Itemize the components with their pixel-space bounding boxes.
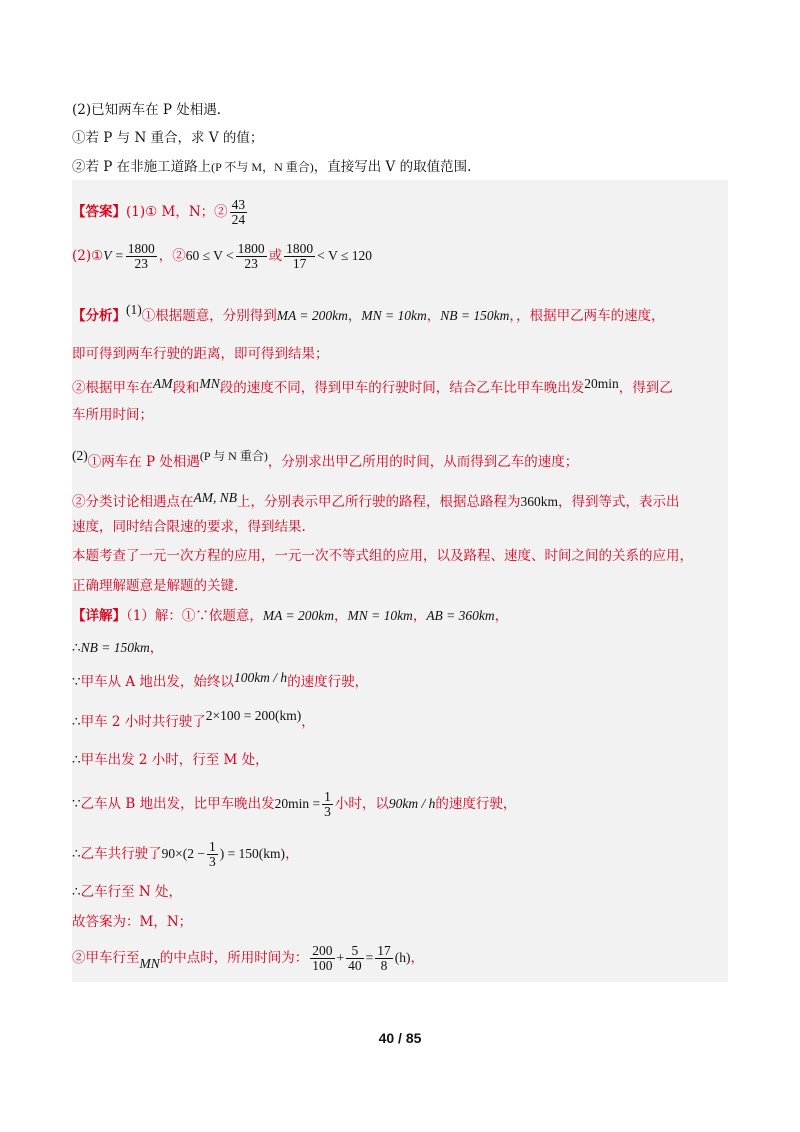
- analysis-line-2: 即可得到两车行驶的距离，即可得到结果；: [72, 346, 329, 362]
- fraction-1-3: $\frac{1}{3}$: [324, 789, 331, 819]
- page-number: 40 / 85: [378, 1030, 422, 1046]
- detail-line-4: ∴甲车 2 小时共行驶了2×100 = 200(km)，: [72, 708, 315, 730]
- analysis-line-8: 本题考查了一元一次方程的应用，一元一次不等式组的应用，以及路程、速度、时间之间的关系的应用，: [72, 548, 693, 564]
- question-part2: (2)已知两车在 P 处相遇.: [72, 102, 222, 118]
- question-sub1: ①若 P 与 N 重合，求 V 的值；: [72, 130, 264, 146]
- detail-line-10: ②甲车行至MN的中点时，所用时间为： $\frac{200}{100}$ + $\frac{5}{40}$ = $\frac{17}{8}$ (h)，: [72, 943, 424, 973]
- analysis-line-7: 速度，同时结合限速的要求，得到结果.: [72, 519, 306, 535]
- analysis-line-3: ②根据甲车在AM段和MN段的速度不同，得到甲车的行驶时间，结合乙车比甲车晚出发20min，得到乙: [72, 376, 673, 396]
- fraction-1-3-b: $\frac{1}{3}$: [208, 839, 216, 869]
- fraction-1800-23: $\frac{1800}{23}$: [127, 241, 155, 271]
- answer-line-2: (2)①V = $\frac{1800}{23}$ ，②60 ≤ V < $\frac{1800}{23}$ 或 $\frac{1800}{17}$ < V ≤ 120: [72, 241, 373, 271]
- detail-line-1: 【详解】（1）解：①∵依题意，MA = 200km，MN = 10km，AB = 360km，: [72, 608, 509, 624]
- detail-line-9: 故答案为：M，N；: [72, 914, 193, 930]
- answer-line-1: 【答案】(1)① M，N；② $\frac{43}{24}$: [72, 197, 246, 227]
- analysis-line-5: (2)①两车在 P 处相遇(P 与 N 重合)，分别求出甲乙所用的时间，从而得到乙车的速度；: [72, 448, 579, 470]
- fraction-1800-17: $\frac{1800}{17}$: [286, 241, 314, 271]
- fraction-1800-23-b: $\frac{1800}{23}$: [237, 241, 265, 271]
- question-sub2-note: (P 不与 M，N 重合): [211, 160, 314, 174]
- detail-tag: 【详解】: [72, 608, 126, 624]
- detail-line-6: ∵乙车从 B 地出发，比甲车晚出发20min = $\frac{1}{3}$ 小时，以90km / h的速度行驶，: [72, 789, 517, 819]
- fraction-43-24: $\frac{43}{24}$: [231, 197, 246, 227]
- analysis-line-4: 车所用时间；: [72, 407, 153, 423]
- detail-line-8: ∴乙车行至 N 处，: [72, 884, 182, 900]
- analysis-line-1: 【分析】(1)①根据题意，分别得到MA = 200km，MN = 10km，NB = 150km，，根据甲乙两车的速度，: [72, 302, 665, 324]
- fraction-200-100: $\frac{200}{100}$: [312, 943, 333, 973]
- detail-line-2: ∴NB = 150km，: [72, 640, 164, 656]
- fraction-17-8: $\frac{17}{8}$: [377, 943, 391, 973]
- fraction-5-40: $\frac{5}{40}$: [348, 943, 362, 973]
- answer-tag: 【答案】: [72, 204, 126, 220]
- analysis-line-9: 正确理解题意是解题的关键.: [72, 578, 239, 594]
- analysis-tag: 【分析】: [72, 308, 126, 324]
- analysis-line-6: ②分类讨论相遇点在AM, NB上，分别表示甲乙所行驶的路程，根据总路程为360km，得到等式，表示出: [72, 490, 680, 510]
- question-sub2: ②若 P 在非施工道路上(P 不与 M，N 重合)，直接写出 V 的取值范围.: [72, 159, 472, 175]
- detail-line-3: ∵甲车从 A 地出发，始终以100km / h的速度行驶，: [72, 670, 369, 690]
- detail-line-7: ∴乙车共行驶了90×(2 − $\frac{1}{3}$ ) = 150(km)，: [72, 839, 299, 869]
- detail-line-5: ∴甲车出发 2 小时，行至 M 处，: [72, 752, 269, 768]
